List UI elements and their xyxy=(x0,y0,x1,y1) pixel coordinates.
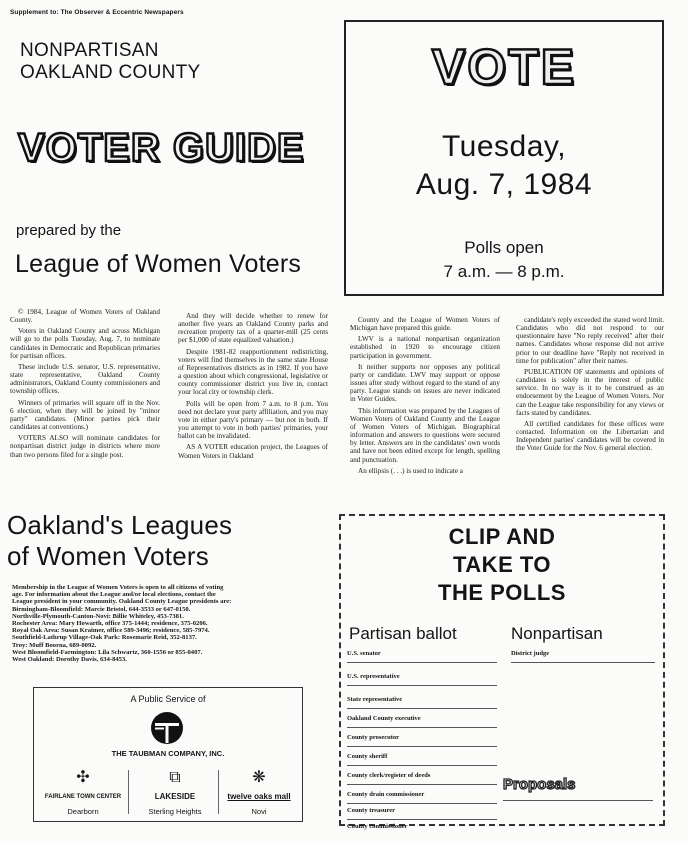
contact-line: Birmingham-Bloomfield: Marcie Bristol, 644-3533 or 647-0150. xyxy=(12,605,191,613)
office-item: County commissioner xyxy=(347,823,408,830)
contact-line: Membership in the League of Women Voters is open to all citizens of voting xyxy=(12,584,224,591)
article-paragraph: AS A VOTER education project, the Leagues of Women Voters in Oakland xyxy=(178,443,328,460)
mall-name: LAKESIDE xyxy=(154,792,196,801)
contact-line: League president in your community. Oakland County League presidents are: xyxy=(12,598,232,606)
prepared-by: prepared by the xyxy=(16,222,122,239)
supplement-line: Supplement to: The Observer & Eccentric Newspapers xyxy=(10,9,184,16)
masthead-line-2: OAKLAND COUNTY xyxy=(20,62,201,83)
lakeside-icon: ⧉ xyxy=(169,769,181,786)
mall-twelve-oaks xyxy=(214,768,304,816)
article-paragraph: This information was prepared by the Leagues of Women Voters of Oakland County and the League of Women Voters of Michigan. Biographical information and answers to questions were secured by letter. Answers are in the candidates' own words and have not been edited except for length, spelling and punctuation. xyxy=(350,406,500,464)
write-in-line xyxy=(347,819,497,820)
office-item: Oakland County executive xyxy=(347,715,421,722)
write-in-line xyxy=(347,784,497,785)
article-paragraph: Despite 1981-82 reapportionment redistricting, voters will find themselves in the same state House of Representatives districts as in 1982. If you have a question about which congressional, legislative or county commissioner district you live in, contact your local city or township clerk. xyxy=(178,347,328,397)
contact-line: Southfield-Lathrup Village-Oak Park: Rosemarie Reid, 352-8137. xyxy=(12,634,197,642)
mall-city: Sterling Heights xyxy=(148,807,202,816)
partisan-offices xyxy=(347,650,497,835)
leagues-heading xyxy=(7,510,232,572)
article-paragraph: candidate's reply exceeded the stated word limit. Candidates who did not respond to our questionnaire have "No reply received" after their names. Candidates whose response did not arrive prior to our deadline have "Reply not received in time for publication" after their names. xyxy=(516,316,664,365)
write-in-line xyxy=(347,803,497,804)
public-service-box xyxy=(33,687,303,822)
election-day: Tuesday, xyxy=(441,130,567,163)
mall-city: Novi xyxy=(251,807,267,816)
write-in-line xyxy=(347,662,497,663)
office-item: County drain commissioner xyxy=(347,791,425,798)
article-paragraph: PUBLICATION OF statements and opinions of candidates is solely in the interest of public service. In no way is it to be construed as an endorsement by the League of Women Voters. Nor can the League take responsibility for any views or facts stated by candidates. xyxy=(516,367,664,417)
nonpartisan-offices xyxy=(511,650,655,663)
article-column-4 xyxy=(516,316,664,456)
office-item: County sheriff xyxy=(347,753,388,760)
write-in-line xyxy=(503,800,653,801)
election-date: Aug. 7, 1984 xyxy=(415,168,593,201)
clip-line-2: TAKE TO xyxy=(452,552,552,577)
nonpartisan-heading: Nonpartisan xyxy=(511,624,603,643)
contact-line: Northville-Plymouth-Canton-Novi: Billie Whiteley, 453-7381. xyxy=(12,612,184,620)
write-in-line xyxy=(347,765,497,766)
clip-ballot-box[interactable] xyxy=(339,514,665,830)
vote-headline: VOTE xyxy=(431,39,577,95)
masthead-line-1: NONPARTISAN xyxy=(20,40,159,61)
article-paragraph: All certified candidates for these offices were contacted. Information on the Libertarian and Independent parties' candidates will be covered in the Voter Guide for the Nov. 6 general election. xyxy=(516,419,664,453)
taubman-logo-icon xyxy=(149,710,185,746)
mall-name: twelve oaks mall xyxy=(227,792,291,801)
contact-line: Troy: Muff Boorna, 689-0092. xyxy=(12,641,97,649)
contact-line: Rochester Area: Mary Howarth, office 375-1444; residence, 375-0206. xyxy=(12,620,208,628)
article-column-3 xyxy=(350,316,500,478)
write-in-line xyxy=(511,662,655,663)
contact-line: Royal Oak Area: Susan Kraimer, office 589-3496; residence, 585-7974. xyxy=(12,627,210,635)
mall-fairlane xyxy=(38,768,128,816)
contact-line: West Bloomfield-Farmington: Lila Schwartz, 360-1556 or 855-0407. xyxy=(12,648,203,656)
twelve-oaks-icon: ❋ xyxy=(252,769,266,786)
office-item: U.S. senator xyxy=(347,650,381,657)
poll-hours: 7 a.m. — 8 p.m. xyxy=(443,262,565,281)
masthead-nonpartisan xyxy=(20,40,201,84)
article-paragraph: An ellipsis (. . .) is used to indicate a xyxy=(358,466,463,475)
fairlane-icon: ✣ xyxy=(76,769,90,786)
office-item: County treasurer xyxy=(347,807,395,814)
office-item: District judge xyxy=(511,650,550,657)
article-paragraph: And they will decide whether to renew for another five years an Oakland County parks and recreation property tax of a quarter-mill (25 cents per $1,000 of state equalized valuation.) xyxy=(178,312,328,345)
mall-name: FAIRLANE TOWN CENTER xyxy=(44,794,122,800)
polls-open: Polls open xyxy=(464,238,544,257)
write-in-line xyxy=(347,746,497,747)
article-paragraph: © 1984, League of Women Voters of Oakland County. xyxy=(10,308,160,325)
office-item: State representative xyxy=(347,696,403,703)
office-item: County clerk/register of deeds xyxy=(347,772,431,779)
divider xyxy=(128,770,129,814)
leagues-heading-line-1: Oakland's Leagues xyxy=(7,510,233,540)
league-name: League of Women Voters xyxy=(15,250,302,278)
article-paragraph: Polls will be open from 7 a.m. to 8 p.m. You need not declare your party affiliation, and you may vote in either party's primary — but not in both. If you attempt to vote in both parties' primaries, your ballot can be invalidated. xyxy=(178,399,328,441)
clip-line-1: CLIP AND xyxy=(448,524,556,549)
write-in-line xyxy=(347,708,497,709)
clip-line-3: THE POLLS xyxy=(438,580,566,605)
write-in-line xyxy=(347,685,497,686)
article-paragraph: Voters in Oakland County and across Michigan will go to the polls Tuesday, Aug. 7, to nominate candidates in Democratic and Republican primaries for partisan offices. xyxy=(10,327,160,360)
article-paragraph: It neither supports nor opposes any political party or candidate. LWV may support or oppose issues after study without regard to the stand of any party. League stands on issues are never indicated in Voter Guides. xyxy=(350,362,500,404)
partisan-ballot-heading: Partisan ballot xyxy=(349,624,457,643)
office-item: U.S. representative xyxy=(347,673,400,680)
office-item: County prosecutor xyxy=(347,734,400,741)
voter-guide-title: VOTER GUIDE xyxy=(18,126,305,170)
proposals-heading: Proposals xyxy=(503,776,576,793)
write-in-line xyxy=(347,727,497,728)
mall-city: Dearborn xyxy=(67,807,99,816)
article-column-1 xyxy=(10,308,160,462)
mall-lakeside xyxy=(130,768,220,816)
leagues-heading-line-2: of Women Voters xyxy=(7,541,209,571)
article-paragraph: County and the League of Women Voters of Michigan have prepared this guide. xyxy=(350,316,500,333)
public-service-title: A Public Service of xyxy=(130,694,206,704)
article-paragraph: LWV is a national nonpartisan organization established in 1920 to encourage citizen participation in government. xyxy=(350,335,500,360)
company-name: THE TAUBMAN COMPANY, INC. xyxy=(111,749,225,758)
article-paragraph: VOTERS ALSO will nominate candidates for nonpartisan district judge in districts where more than two persons filed for a single post. xyxy=(10,434,160,459)
article-paragraph: Winners of primaries will square off in the Nov. 6 election, when they will be joined by "minor party" candidates. (Minor parties pick their candidates at conventions.) xyxy=(10,398,160,432)
league-contacts xyxy=(12,584,330,663)
article-paragraph: These include U.S. senator, U.S. representative, state representative, Oakland County administrators, Oakland County commissioners and township offices. xyxy=(10,362,160,396)
contact-line: age. For information about the League and/or local elections, contact the xyxy=(12,591,216,599)
article-column-2 xyxy=(178,312,328,463)
vote-box xyxy=(344,20,664,296)
contact-line: West Oakland: Dorothy Davis, 634-8453. xyxy=(12,656,127,664)
